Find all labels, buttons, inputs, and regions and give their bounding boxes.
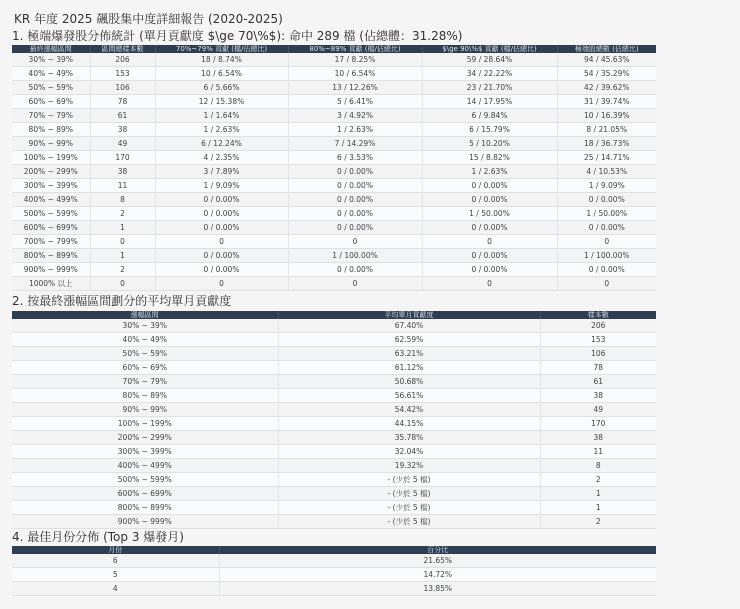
table-cell: 0 / 0.00% — [288, 221, 422, 235]
table-cell: 0 — [288, 277, 422, 291]
table-cell: 11 — [90, 179, 155, 193]
table-cell: 6 / 3.53% — [288, 151, 422, 165]
section-4-heading: 4. 最佳月份分佈 (Top 3 爆發月) — [12, 530, 184, 544]
column-header: 月份 — [12, 546, 219, 554]
table-cell: 0 / 0.00% — [288, 165, 422, 179]
table-cell: 0 / 0.00% — [155, 193, 288, 207]
table-cell: 0 / 0.00% — [288, 207, 422, 221]
table-row — [12, 263, 656, 277]
table-row — [12, 179, 656, 193]
table-cell: 78 — [540, 361, 656, 375]
table-row — [12, 95, 656, 109]
table-header-row — [12, 311, 656, 319]
table-cell: 50% ~ 59% — [12, 347, 278, 361]
table-cell: 8 — [540, 459, 656, 473]
table-cell: 54.42% — [278, 403, 540, 417]
table-row — [12, 67, 656, 81]
table-cell: - (少於 5 檔) — [278, 501, 540, 515]
table-row — [12, 568, 656, 582]
table-cell: 67.40% — [278, 319, 540, 333]
table-cell: 38 — [540, 431, 656, 445]
table-cell: 800% ~ 899% — [12, 501, 278, 515]
table-row — [12, 319, 656, 333]
table-cell: 62.59% — [278, 333, 540, 347]
table-cell: 56.61% — [278, 389, 540, 403]
table-cell: 0 / 0.00% — [155, 249, 288, 263]
table-row — [12, 554, 656, 568]
table-cell: 170 — [540, 417, 656, 431]
table-cell: 1 / 9.09% — [557, 179, 656, 193]
table-cell: 0 / 0.00% — [155, 263, 288, 277]
table-cell: 1 / 2.63% — [422, 165, 557, 179]
table-cell: 0 — [155, 235, 288, 249]
table-cell: 1 — [90, 221, 155, 235]
table-cell: 0 — [90, 235, 155, 249]
table-cell: 60% ~ 69% — [12, 361, 278, 375]
table-cell: 0 / 0.00% — [155, 221, 288, 235]
table-cell: 0 / 0.00% — [557, 263, 656, 277]
table-cell: 30% ~ 39% — [12, 53, 90, 67]
table-cell: 0 — [288, 235, 422, 249]
table-row — [12, 582, 656, 596]
table-cell: 153 — [540, 333, 656, 347]
table-cell: 38 — [90, 123, 155, 137]
column-header: 70%~79% 貢獻 (檔/佔總比) — [155, 45, 288, 53]
table-cell: 600% ~ 699% — [12, 487, 278, 501]
table-row — [12, 403, 656, 417]
table-row — [12, 501, 656, 515]
table-row — [12, 347, 656, 361]
table-cell: 1 / 100.00% — [557, 249, 656, 263]
table-cell: 14 / 17.95% — [422, 95, 557, 109]
table-cell: 8 / 21.05% — [557, 123, 656, 137]
column-header: 極端股總數 (佔總比) — [557, 45, 656, 53]
table-cell: 400% ~ 499% — [12, 459, 278, 473]
table-cell: 1 / 1.64% — [155, 109, 288, 123]
table-cell: 300% ~ 399% — [12, 445, 278, 459]
table-cell: 50.68% — [278, 375, 540, 389]
table-cell: 23 / 21.70% — [422, 81, 557, 95]
column-header: 區間總樣本數 — [90, 45, 155, 53]
section-2-heading: 2. 按最終漲幅區間劃分的平均單月貢獻度 — [12, 294, 232, 308]
table-cell: 0 — [422, 235, 557, 249]
table-cell: 15 / 8.82% — [422, 151, 557, 165]
table-cell: 44.15% — [278, 417, 540, 431]
table-cell: 200% ~ 299% — [12, 165, 90, 179]
table-cell: 6 / 15.79% — [422, 123, 557, 137]
table-cell: 18 / 8.74% — [155, 53, 288, 67]
table-cell: 32.04% — [278, 445, 540, 459]
table-header-row — [12, 45, 656, 53]
table-cell: 25 / 14.71% — [557, 151, 656, 165]
table-cell: 4 — [12, 582, 219, 596]
table-cell: 0 — [557, 235, 656, 249]
table-cell: 61.12% — [278, 361, 540, 375]
table-cell: 1 — [540, 487, 656, 501]
table-cell: 7 / 14.29% — [288, 137, 422, 151]
table-cell: 4 / 10.53% — [557, 165, 656, 179]
table-row — [12, 207, 656, 221]
table-cell: 60% ~ 69% — [12, 95, 90, 109]
table-cell: 0 — [557, 277, 656, 291]
best-month-table — [12, 546, 656, 596]
table-cell: 50% ~ 59% — [12, 81, 90, 95]
table-cell: 14.72% — [219, 568, 656, 582]
table-cell: 10 / 6.54% — [288, 67, 422, 81]
column-header: 最終漲幅區間 — [12, 45, 90, 53]
table-cell: 0 / 0.00% — [422, 221, 557, 235]
table-cell: 70% ~ 79% — [12, 109, 90, 123]
table-cell: 5 / 6.41% — [288, 95, 422, 109]
table-cell: 54 / 35.29% — [557, 67, 656, 81]
table-row — [12, 445, 656, 459]
table-row — [12, 487, 656, 501]
table-cell: 31 / 39.74% — [557, 95, 656, 109]
table-cell: 70% ~ 79% — [12, 375, 278, 389]
table-cell: 1 / 2.63% — [288, 123, 422, 137]
table-cell: 90% ~ 99% — [12, 137, 90, 151]
table-cell: 40% ~ 49% — [12, 333, 278, 347]
table-row — [12, 389, 656, 403]
table-cell: 94 / 45.63% — [557, 53, 656, 67]
table-cell: 0 / 0.00% — [288, 193, 422, 207]
table-cell: 2 — [90, 263, 155, 277]
table-cell: 106 — [540, 347, 656, 361]
column-header: 樣本數 — [540, 311, 656, 319]
table-cell: 0 / 0.00% — [422, 193, 557, 207]
table-cell: 78 — [90, 95, 155, 109]
table-cell: 800% ~ 899% — [12, 249, 90, 263]
table-cell: 700% ~ 799% — [12, 235, 90, 249]
table-cell: 0 / 0.00% — [557, 193, 656, 207]
table-row — [12, 375, 656, 389]
table-cell: 40% ~ 49% — [12, 67, 90, 81]
table-row — [12, 81, 656, 95]
table-cell: 0 — [155, 277, 288, 291]
table-row — [12, 235, 656, 249]
table-cell: 49 — [90, 137, 155, 151]
table-cell: 3 / 4.92% — [288, 109, 422, 123]
report-title: KR 年度 2025 飆股集中度詳細報告 (2020-2025) — [14, 12, 283, 26]
table-cell: 206 — [540, 319, 656, 333]
table-cell: 34 / 22.22% — [422, 67, 557, 81]
table-cell: 0 — [90, 277, 155, 291]
table-cell: 11 — [540, 445, 656, 459]
table-cell: 59 / 28.64% — [422, 53, 557, 67]
table-row — [12, 277, 656, 291]
column-header: 80%~89% 貢獻 (檔/佔總比) — [288, 45, 422, 53]
table-cell: 106 — [90, 81, 155, 95]
column-header: $\ge 90\%$ 貢獻 (檔/佔總比) — [422, 45, 557, 53]
table-cell: - (少於 5 檔) — [278, 515, 540, 529]
table-cell: 1 / 50.00% — [557, 207, 656, 221]
table-cell: 1 — [90, 249, 155, 263]
table-row — [12, 53, 656, 67]
table-cell: 38 — [90, 165, 155, 179]
table-cell: 63.21% — [278, 347, 540, 361]
table-row — [12, 193, 656, 207]
table-cell: 100% ~ 199% — [12, 417, 278, 431]
table-cell: - (少於 5 檔) — [278, 473, 540, 487]
table-cell: 1 / 9.09% — [155, 179, 288, 193]
table-cell: 1 / 50.00% — [422, 207, 557, 221]
table-cell: 6 / 12.24% — [155, 137, 288, 151]
table-cell: 5 / 10.20% — [422, 137, 557, 151]
table-cell: 12 / 15.38% — [155, 95, 288, 109]
table-cell: 2 — [540, 515, 656, 529]
table-cell: 13.85% — [219, 582, 656, 596]
table-cell: 61 — [540, 375, 656, 389]
table-cell: 8 — [90, 193, 155, 207]
table-cell: 61 — [90, 109, 155, 123]
table-row — [12, 151, 656, 165]
table-row — [12, 109, 656, 123]
table-cell: 30% ~ 39% — [12, 319, 278, 333]
table-cell: 38 — [540, 389, 656, 403]
table-row — [12, 473, 656, 487]
table-cell: 10 / 16.39% — [557, 109, 656, 123]
table-cell: 0 / 0.00% — [557, 221, 656, 235]
table-cell: 17 / 8.25% — [288, 53, 422, 67]
table-cell: 35.78% — [278, 431, 540, 445]
table-cell: 80% ~ 89% — [12, 389, 278, 403]
table-cell: 2 — [90, 207, 155, 221]
table-cell: 1 / 100.00% — [288, 249, 422, 263]
column-header: 平均單月貢獻度 — [278, 311, 540, 319]
table-cell: 1 / 2.63% — [155, 123, 288, 137]
table-cell: 400% ~ 499% — [12, 193, 90, 207]
table-cell: 3 / 7.89% — [155, 165, 288, 179]
table-row — [12, 431, 656, 445]
table-row — [12, 165, 656, 179]
table-cell: 42 / 39.62% — [557, 81, 656, 95]
table-cell: 0 / 0.00% — [155, 207, 288, 221]
table-row — [12, 361, 656, 375]
table-cell: 18 / 36.73% — [557, 137, 656, 151]
table-cell: 1000% 以上 — [12, 277, 90, 291]
column-header: 漲幅區間 — [12, 311, 278, 319]
table-cell: 80% ~ 89% — [12, 123, 90, 137]
table-cell: 49 — [540, 403, 656, 417]
table-cell: 0 / 0.00% — [422, 263, 557, 277]
table-cell: 6 / 9.84% — [422, 109, 557, 123]
table-cell: 0 / 0.00% — [422, 179, 557, 193]
extreme-distribution-table — [12, 45, 656, 291]
table-cell: 4 / 2.35% — [155, 151, 288, 165]
table-cell: 0 / 0.00% — [422, 249, 557, 263]
table-cell: 0 — [422, 277, 557, 291]
section-1-heading: 1. 極端爆發股分佈統計 (單月貢獻度 $\ge 70\%$): 命中 289 檔 (佔總體：31.28%) — [12, 29, 463, 43]
table-cell: 2 — [540, 473, 656, 487]
table-cell: 6 / 5.66% — [155, 81, 288, 95]
table-cell: 300% ~ 399% — [12, 179, 90, 193]
table-row — [12, 459, 656, 473]
table-row — [12, 417, 656, 431]
table-cell: 600% ~ 699% — [12, 221, 90, 235]
table-cell: - (少於 5 檔) — [278, 487, 540, 501]
table-cell: 13 / 12.26% — [288, 81, 422, 95]
table-cell: 21.65% — [219, 554, 656, 568]
table-cell: 10 / 6.54% — [155, 67, 288, 81]
avg-contribution-table — [12, 311, 656, 529]
table-cell: 90% ~ 99% — [12, 403, 278, 417]
table-cell: 900% ~ 999% — [12, 263, 90, 277]
table-row — [12, 249, 656, 263]
table-cell: 0 / 0.00% — [288, 263, 422, 277]
table-cell: 153 — [90, 67, 155, 81]
table-cell: 500% ~ 599% — [12, 207, 90, 221]
table-row — [12, 333, 656, 347]
table-cell: 200% ~ 299% — [12, 431, 278, 445]
column-header: 百分比 — [219, 546, 656, 554]
table-row — [12, 137, 656, 151]
table-cell: 900% ~ 999% — [12, 515, 278, 529]
table-row — [12, 221, 656, 235]
table-cell: 1 — [540, 501, 656, 515]
table-cell: 19.32% — [278, 459, 540, 473]
table-row — [12, 123, 656, 137]
table-cell: 500% ~ 599% — [12, 473, 278, 487]
table-cell: 6 — [12, 554, 219, 568]
table-cell: 206 — [90, 53, 155, 67]
table-cell: 170 — [90, 151, 155, 165]
table-cell: 5 — [12, 568, 219, 582]
table-cell: 100% ~ 199% — [12, 151, 90, 165]
table-header-row — [12, 546, 656, 554]
table-cell: 0 / 0.00% — [288, 179, 422, 193]
table-row — [12, 515, 656, 529]
